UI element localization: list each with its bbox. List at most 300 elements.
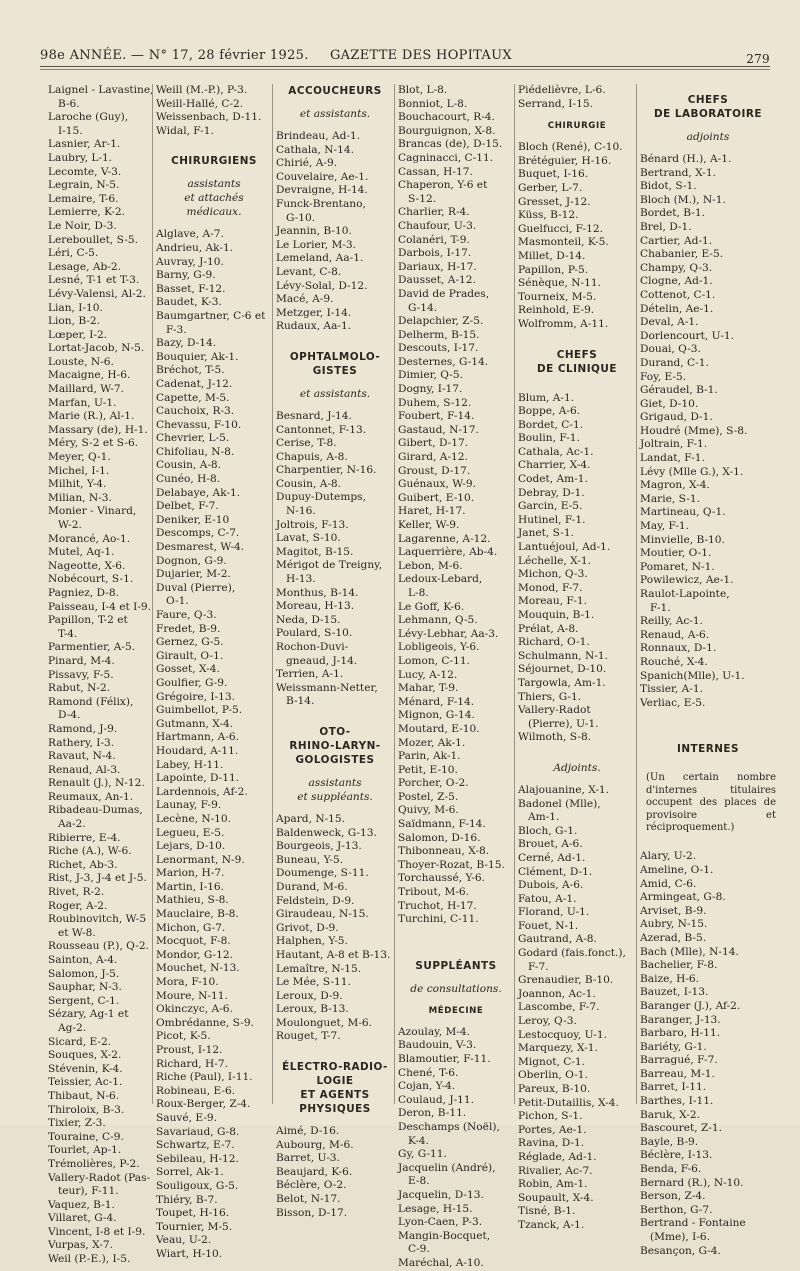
name-entry: Parin, Ak-1.	[398, 750, 461, 763]
name-entry: Hautant, A-8 et B-13.	[276, 948, 391, 961]
name-entry: Cottenot, C-1.	[640, 288, 716, 301]
name-entry: Thiroloix, B-3.	[48, 1103, 125, 1116]
name-entry: Chapuis, A-8.	[276, 450, 348, 463]
spacer	[156, 138, 272, 154]
name-entry: Capette, M-5.	[156, 391, 230, 404]
name-entry: Nobécourt, S-1.	[48, 573, 134, 586]
name-entry: Guénaux, W-9.	[398, 478, 477, 491]
name-entry: Lejars, D-10.	[156, 840, 226, 853]
name-entry: Michon, Q-3.	[518, 568, 588, 581]
name-entry: F-3.	[166, 323, 187, 336]
name-entry: Blamoutier, F-11.	[398, 1053, 491, 1065]
name-entry: Barret, U-3.	[276, 1152, 340, 1165]
name-entry: Okinczyc, A-6.	[156, 1003, 233, 1016]
name-entry: Mignot, C-1.	[518, 1055, 586, 1068]
name-entry: Laroche (Guy),	[48, 111, 129, 124]
name-entry: Truchot, H-17.	[398, 899, 477, 912]
name-entry: Lagarenne, A-12.	[398, 532, 491, 545]
name-entry: Tisné, B-1.	[518, 1205, 576, 1218]
name-entry: O-1.	[166, 595, 189, 608]
name-entry: Mangin-Bocquet,	[398, 1229, 491, 1242]
name-entry: Toupet, H-16.	[156, 1207, 230, 1220]
name-entry: Salomon, J-5.	[48, 967, 120, 980]
name-entry: Guelfucci, F-12.	[518, 222, 603, 235]
name-entry: Lasnier, Ar-1.	[48, 138, 121, 151]
name-entry: Desmarest, W-4.	[156, 541, 245, 554]
name-entry: Tixier, Z-3.	[48, 1117, 106, 1130]
name-entry: Gernez, G-5.	[156, 636, 224, 649]
name-entry: Aa-2.	[58, 818, 86, 831]
name-entry: Terrien, A-1.	[276, 668, 344, 681]
name-entry: Lavat, S-10.	[276, 532, 341, 545]
name-entry: Jeannin, B-10.	[276, 225, 352, 238]
name-entry: Dételin, Ae-1.	[640, 302, 714, 315]
name-entry: Durand, C-1.	[640, 356, 709, 369]
name-entry: Blum, A-1.	[518, 391, 575, 404]
name-entry: Cartier, Ad-1.	[640, 234, 713, 247]
name-entry: Morancé, Ao-1.	[48, 532, 131, 545]
name-entry: Mora, F-10.	[156, 976, 219, 989]
section-subtitle: et assistants.	[299, 387, 371, 400]
name-entry: Bidot, S-1.	[640, 180, 697, 193]
name-entry: Piédelièvre, L-6.	[518, 84, 606, 96]
name-entry: Lemaître, N-15.	[276, 962, 362, 975]
name-entry: Lardennois, Af-2.	[156, 785, 248, 798]
name-entry: Bascouret, Z-1.	[640, 1122, 723, 1135]
column-5	[518, 84, 636, 1233]
name-entry: Michon, G-7.	[156, 921, 226, 934]
name-entry: Laignel - Lavastine,	[48, 84, 154, 96]
section-subtitle: assistants	[187, 178, 241, 191]
name-entry: Landat, F-1.	[640, 452, 705, 465]
name-entry: Andrieu, Ak-1.	[156, 241, 234, 254]
name-entry: Chabanier, E-5.	[640, 248, 724, 261]
name-entry: Dausset, A-12.	[398, 274, 476, 287]
name-entry: Lehmann, Q-5.	[398, 614, 478, 627]
section-subtitle: Adjoints.	[553, 761, 601, 774]
name-entry: Bénard (H.), A-1.	[640, 153, 732, 165]
name-entry: Moreau, H-13.	[276, 600, 355, 613]
name-entry: G-10.	[286, 211, 316, 224]
name-entry: Léri, C-5.	[48, 247, 99, 260]
name-entry: Berson, Z-4.	[640, 1190, 706, 1203]
name-entry: Baranger, J-13.	[640, 1013, 721, 1026]
name-entry: Séjournet, D-10.	[518, 663, 607, 676]
name-entry: Bouquier, Ak-1.	[156, 350, 239, 363]
page-number: 279	[746, 52, 770, 66]
name-entry: Belot, N-17.	[276, 1193, 341, 1206]
name-entry: Pinard, M-4.	[48, 654, 115, 667]
name-entry: Sainton, A-4.	[48, 954, 118, 966]
name-entry: Rivet, R-2.	[48, 886, 105, 899]
name-entry: Lévy (Mlle G.), X-1.	[640, 465, 744, 478]
name-entry: Lœper, I-2.	[48, 328, 108, 341]
name-entry: Moutier, O-1.	[640, 547, 712, 560]
name-entry: Le Lorier, M-3.	[276, 238, 356, 251]
spacer	[518, 332, 636, 348]
name-entry: Spanich(Mlle), U-1.	[640, 669, 745, 682]
spacer	[640, 84, 776, 93]
name-entry: Lortat-Jacob, N-5.	[48, 342, 145, 355]
name-entry: Darbois, I-17.	[398, 247, 472, 260]
name-entry: Mozer, Ak-1.	[398, 736, 466, 749]
name-entry: (Mme), I-6.	[650, 1231, 711, 1243]
section-heading: GISTES	[312, 364, 358, 377]
name-entry: Picot, K-5.	[156, 1030, 211, 1043]
name-entry: Lemierre, K-2.	[48, 206, 125, 219]
name-entry: Baruk, X-2.	[640, 1108, 700, 1121]
name-entry: Magitot, B-15.	[276, 545, 354, 558]
name-entry: Tissier, A-1.	[640, 683, 703, 696]
name-entry: Magron, X-4.	[640, 479, 710, 492]
name-entry: N-16.	[286, 505, 316, 518]
name-entry: Masmonteil, K-5.	[518, 236, 609, 249]
name-entry: Serrand, I-15.	[518, 97, 593, 110]
name-entry: Lomon, C-11.	[398, 654, 470, 667]
name-entry: Rivalier, Ac-7.	[518, 1164, 593, 1177]
spacer	[276, 767, 394, 776]
name-entry: Weil (P.-E.), I-5.	[48, 1253, 131, 1266]
name-entry: Girault, O-1.	[156, 649, 224, 662]
spacer	[518, 376, 636, 392]
name-entry: Richet, Ab-3.	[48, 858, 118, 871]
name-entry: Desternes, G-14.	[398, 355, 489, 368]
name-entry: Grivot, D-9.	[276, 921, 339, 934]
name-entry: Rousseau (P.), Q-2.	[48, 940, 149, 953]
name-entry: Marie, S-1.	[640, 492, 700, 505]
name-entry: Dimier, Q-5.	[398, 369, 463, 382]
name-entry: Berthon, G-7.	[640, 1203, 713, 1216]
name-entry: Legrain, N-5.	[48, 179, 120, 192]
name-entry: Le Goff, K-6.	[398, 600, 465, 613]
name-entry: Bazy, D-14.	[156, 337, 217, 350]
name-entry: Sergent, C-1.	[48, 994, 120, 1007]
journal-title: GAZETTE DES HOPITAUX	[330, 48, 512, 63]
name-entry: Leroy, Q-3.	[518, 1015, 577, 1028]
name-entry: et W-8.	[58, 926, 96, 939]
section-subtitle: adjoints	[686, 131, 730, 143]
spacer	[640, 121, 776, 130]
name-entry: Pichon, S-1.	[518, 1110, 583, 1123]
name-entry: Lévy-Solal, D-12.	[276, 279, 368, 292]
name-entry: Mahar, T-9.	[398, 682, 459, 695]
name-entry: Renaud, A-6.	[640, 628, 710, 641]
name-entry: Roubinovitch, W-5	[48, 913, 147, 926]
name-entry: Lesage, Ab-2.	[48, 260, 121, 273]
name-entry: Arviset, B-9.	[640, 904, 707, 917]
name-entry: Joltrois, F-13.	[276, 518, 349, 531]
name-entry: Stévenin, K-4.	[48, 1062, 123, 1075]
name-entry: Lebon, M-6.	[398, 559, 463, 572]
name-entry: Foubert, F-14.	[398, 410, 475, 423]
name-entry: Petit, E-10.	[398, 763, 458, 776]
name-entry: Dognon, G-9.	[156, 554, 227, 567]
name-entry: Bertrand - Fontaine	[640, 1217, 746, 1230]
name-entry: Rabut, N-2.	[48, 682, 111, 695]
name-entry: Aimé, D-16.	[276, 1125, 340, 1138]
name-entry: Mouchet, N-13.	[156, 962, 240, 975]
name-entry: Hartmann, A-6.	[156, 731, 239, 744]
name-entry: Neda, D-15.	[276, 613, 341, 626]
name-entry: Vallery-Radot	[518, 704, 591, 717]
name-entry: Thiéry, B-7.	[156, 1193, 218, 1206]
spacer	[640, 726, 776, 742]
name-entry: Maréchal, A-10.	[398, 1256, 484, 1269]
spacer	[156, 219, 272, 228]
name-entry: Cauchoix, R-3.	[156, 405, 235, 418]
name-entry: Alary, U-2.	[640, 850, 697, 863]
name-entry: Champy, Q-3.	[640, 261, 713, 274]
name-entry: Bariéty, G-1.	[640, 1040, 707, 1053]
name-entry: Thiers, G-1.	[518, 690, 582, 703]
name-entry: Charrier, X-4.	[518, 459, 591, 472]
name-entry: Gastaud, N-17.	[398, 423, 479, 436]
name-entry: Basset, F-12.	[156, 282, 226, 295]
name-entry: Tourlet, Ap-1.	[48, 1144, 122, 1157]
name-entry: Bordet, B-1.	[640, 207, 705, 220]
name-entry: Petit-Dutaillis, X-4.	[518, 1096, 619, 1109]
name-entry: Vaquez, B-1.	[48, 1198, 115, 1211]
name-entry: Descomps, C-7.	[156, 527, 240, 540]
name-entry: Couvelaire, Ae-1.	[276, 170, 369, 183]
name-entry: Trémolières, P-2.	[48, 1157, 140, 1170]
name-entry: Barragué, F-7.	[640, 1054, 718, 1067]
name-entry: Alajouanine, X-1.	[518, 783, 610, 796]
name-entry: Delabaye, Ak-1.	[156, 486, 241, 499]
name-entry: Bayle, B-9.	[640, 1135, 699, 1148]
name-entry: Gibert, D-17.	[398, 437, 469, 450]
name-entry: Cathala, N-14.	[276, 143, 354, 156]
name-entry: Vallery-Radot (Pas-	[48, 1171, 151, 1184]
name-entry: Fredet, B-9.	[156, 622, 221, 635]
name-entry: Armingeat, G-8.	[640, 891, 726, 904]
name-entry: Maillard, W-7.	[48, 383, 125, 396]
name-entry: Lion, B-2.	[48, 315, 101, 328]
name-entry: Godard (fais.fonct.),	[518, 947, 626, 960]
name-entry: Bloch (René), C-10.	[518, 141, 623, 154]
name-entry: Dupuy-Dutemps,	[276, 491, 366, 504]
name-entry: gneaud, J-14.	[286, 654, 358, 667]
name-entry: Géraudel, B-1.	[640, 384, 718, 397]
section-subtitle: assistants	[308, 776, 362, 789]
name-entry: Bisson, D-17.	[276, 1206, 348, 1219]
text-columns	[48, 84, 778, 1269]
section-subtitle: et assistants.	[299, 108, 371, 120]
name-entry: Houdard, A-11.	[156, 744, 239, 757]
section-heading: OTO-	[319, 725, 351, 738]
name-entry: Veau, U-2.	[156, 1234, 212, 1247]
name-entry: Riche (A.), W-6.	[48, 845, 132, 858]
column-separator	[272, 84, 273, 1104]
name-entry: Sauphar, N-3.	[48, 981, 122, 994]
name-entry: Deschamps (Noël),	[398, 1120, 500, 1133]
name-entry: Chaperon, Y-6 et	[398, 179, 488, 192]
name-entry: Chevrier, L-5.	[156, 432, 230, 445]
name-entry: Marie (R.), Al-1.	[48, 410, 135, 423]
name-entry: Ravina, D-1.	[518, 1137, 585, 1150]
column-6	[640, 84, 776, 1258]
name-entry: Buneau, Y-5.	[276, 853, 344, 866]
name-entry: Bourguignon, X-8.	[398, 124, 496, 137]
name-entry: Doumenge, S-11.	[276, 867, 369, 880]
name-entry: Lestocquoy, U-1.	[518, 1028, 608, 1041]
subsection-heading: CHIRURGIE	[547, 121, 607, 132]
name-entry: Milian, N-3.	[48, 491, 112, 504]
name-entry: Richard, H-7.	[156, 1057, 228, 1070]
name-entry: H-13.	[286, 573, 316, 586]
name-entry: Wolfromm, A-11.	[518, 317, 609, 330]
name-entry: Proust, I-12.	[156, 1044, 223, 1056]
name-entry: Fouet, N-1.	[518, 919, 579, 932]
name-entry: Lucy, A-12.	[398, 668, 458, 681]
name-entry: May, F-1.	[640, 520, 690, 533]
spacer	[640, 144, 776, 153]
name-entry: Colanéri, T-9.	[398, 233, 470, 246]
spacer	[640, 710, 776, 726]
name-entry: Baumgartner, C-6 et	[156, 309, 266, 322]
name-entry: Dogny, I-17.	[398, 383, 463, 396]
name-entry: Mérigot de Treigny,	[276, 559, 383, 572]
column-4	[398, 84, 514, 1271]
name-entry: Pissavy, F-5.	[48, 668, 114, 681]
name-entry: Grégoire, I-13.	[156, 690, 236, 703]
name-entry: Brel, D-1.	[640, 220, 692, 233]
name-entry: Cadenat, J-12.	[156, 377, 233, 390]
name-entry: Debray, D-1.	[518, 486, 585, 499]
name-entry: Halphen, Y-5.	[276, 935, 348, 948]
name-entry: Marfan, U-1.	[48, 396, 117, 409]
name-entry: C-9.	[408, 1243, 430, 1256]
name-entry: Lian, I-10.	[48, 301, 103, 314]
name-entry: Reumaux, An-1.	[48, 790, 134, 803]
name-entry: Mauclaire, B-8.	[156, 908, 239, 921]
name-entry: Mathieu, S-8.	[156, 894, 229, 907]
name-entry: Soupault, X-4.	[518, 1191, 594, 1204]
header-rule-secondary	[40, 69, 770, 70]
name-entry: L-8.	[408, 586, 429, 599]
name-entry: Ramond, J-9.	[48, 722, 118, 735]
name-entry: Robin, Am-1.	[518, 1178, 588, 1191]
spacer	[518, 775, 636, 784]
name-entry: Martin, I-16.	[156, 880, 225, 893]
spacer	[398, 1017, 514, 1026]
name-entry: Besnard, J-14.	[276, 409, 352, 422]
name-entry: Portes, Ae-1.	[518, 1123, 587, 1136]
name-entry: Devraigne, H-14.	[276, 184, 368, 197]
name-entry: Poulard, S-10.	[276, 627, 353, 640]
name-entry: Torchaussé, Y-6.	[398, 872, 485, 885]
column-separator	[636, 84, 637, 1104]
name-entry: Souligoux, G-5.	[156, 1179, 239, 1192]
name-entry: Baudet, K-3.	[156, 296, 222, 309]
name-entry: Delapchier, Z-5.	[398, 315, 484, 328]
name-entry: Thibaut, N-6.	[48, 1089, 120, 1102]
name-entry: Widal, F-1.	[156, 124, 214, 137]
name-entry: Prélat, A-8.	[518, 622, 579, 635]
section-heading: CHIRURGIENS	[171, 155, 257, 168]
name-entry: Marion, H-7.	[156, 867, 225, 880]
name-entry: Florand, U-1.	[518, 906, 590, 919]
name-entry: Rouché, X-4.	[640, 655, 708, 668]
name-entry: Bourgeois, J-13.	[276, 840, 362, 853]
column-separator	[514, 84, 515, 1104]
name-entry: Faure, Q-3.	[156, 609, 217, 621]
name-entry: Feldstein, D-9.	[276, 894, 355, 907]
name-entry: Apard, N-15.	[276, 812, 346, 825]
name-entry: Duval (Pierre),	[156, 581, 236, 594]
name-entry: Ménard, F-14.	[398, 695, 475, 708]
name-entry: Bauzet, I-13.	[640, 986, 709, 999]
name-entry: Chirié, A-9.	[276, 157, 338, 170]
name-entry: Chifoliau, N-8.	[156, 445, 235, 458]
name-entry: Küss, B-12.	[518, 209, 579, 222]
name-entry: Deron, B-11.	[398, 1107, 467, 1120]
name-entry: Turchini, C-11.	[398, 913, 479, 926]
name-entry: Sicard, E-2.	[48, 1035, 112, 1048]
name-entry: Bordet, C-1.	[518, 418, 584, 431]
name-entry: Vincent, I-8 et I-9.	[48, 1225, 146, 1238]
name-entry: Oberlin, O-1.	[518, 1069, 588, 1082]
name-entry: Azerad, B-5.	[640, 931, 707, 944]
name-entry: Réglade, Ad-1.	[518, 1150, 597, 1163]
name-entry: Riche (Paul), I-11.	[156, 1071, 253, 1084]
spacer	[276, 401, 394, 410]
section-heading: DE LABORATOIRE	[654, 108, 762, 120]
section-heading: DE CLINIQUE	[537, 362, 617, 375]
name-entry: Bloch (M.), N-1.	[640, 193, 726, 206]
name-entry: Moreau, F-1.	[518, 595, 587, 608]
name-entry: Mutel, Aq-1.	[48, 546, 115, 559]
section-heading: CHEFS	[556, 348, 598, 361]
spacer	[398, 973, 514, 982]
name-entry: Macé, A-9.	[276, 293, 334, 306]
name-entry: Le Mée, S-11.	[276, 976, 351, 989]
name-entry: Schwartz, E-7.	[156, 1139, 235, 1152]
name-entry: Descouts, I-17.	[398, 342, 479, 355]
name-entry: Lenormant, N-9.	[156, 853, 245, 866]
name-entry: Azoulay, M-4.	[398, 1025, 470, 1038]
name-entry: Goulfier, G-9.	[156, 676, 228, 689]
spacer	[276, 1116, 394, 1125]
name-entry: Guibert, E-10.	[398, 491, 475, 504]
name-entry: Dubois, A-6.	[518, 879, 584, 892]
name-entry: Delherm, B-15.	[398, 328, 480, 341]
name-entry: Keller, W-9.	[398, 519, 460, 531]
name-entry: Joltrain, F-1.	[640, 438, 708, 451]
name-entry: Deval, A-1.	[640, 316, 699, 329]
name-entry: Leroux, D-9.	[276, 989, 343, 1002]
name-entry: Charlier, R-4.	[398, 206, 470, 219]
name-entry: Louste, N-6.	[48, 355, 114, 368]
name-entry: Cathala, Ac-1.	[518, 445, 594, 458]
name-entry: B-14.	[286, 695, 315, 708]
name-entry: Dujarier, M-2.	[156, 568, 231, 581]
name-entry: Coulaud, J-11.	[398, 1093, 475, 1106]
name-entry: Parmentier, A-5.	[48, 641, 136, 654]
name-entry: W-2.	[58, 519, 82, 531]
name-entry: Janet, S-1.	[518, 527, 574, 540]
name-entry: Ronnaux, D-1.	[640, 642, 717, 655]
name-entry: Brétéguier, H-16.	[518, 154, 612, 167]
name-entry: Bertrand, X-1.	[640, 166, 716, 179]
name-entry: Richard, O-1.	[518, 636, 590, 649]
name-entry: Macaigne, H-6.	[48, 369, 131, 382]
name-entry: Am-1.	[528, 811, 560, 824]
name-entry: Rouget, T-7.	[276, 1030, 341, 1043]
name-entry: Bernard (R.), N-10.	[640, 1176, 744, 1189]
name-entry: Gutmann, X-4.	[156, 717, 234, 730]
note-paragraph: (Un certain nombre d'internes titulaires occupent des places de provisoire et réciproquement.)	[646, 772, 776, 833]
